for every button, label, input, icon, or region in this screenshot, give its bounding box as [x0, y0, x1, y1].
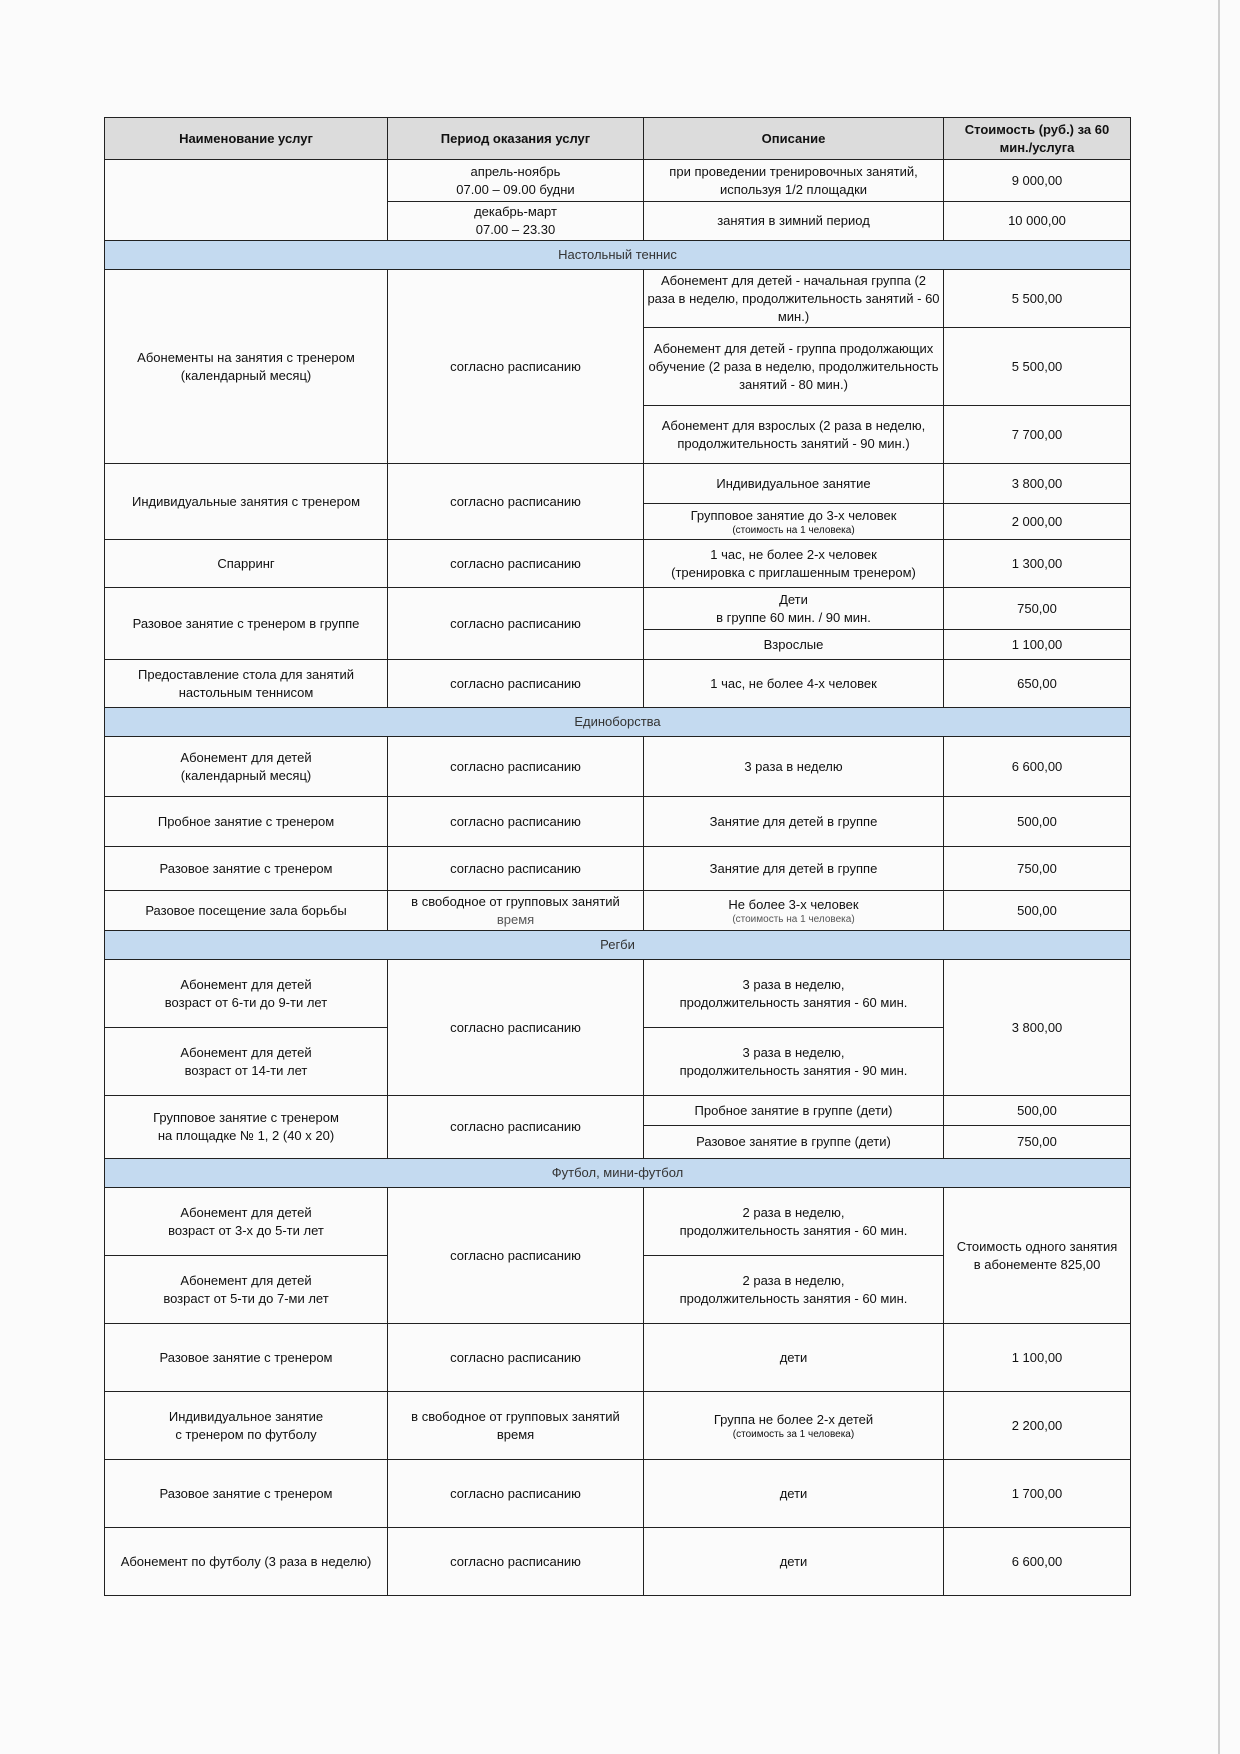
section-row [105, 931, 1131, 960]
service-line: Абонемент для детей [180, 1044, 312, 1060]
desc-line: продолжительность занятия - 90 мин. [679, 1062, 908, 1078]
table-row [105, 737, 1131, 797]
section-row [105, 241, 1131, 270]
price-cell: 7 700,00 [944, 406, 1131, 464]
service-line: Индивидуальное занятие [168, 1408, 324, 1424]
desc-cell: Занятие для детей в группе [644, 847, 944, 891]
service-line: возраст от 14-ти лет [184, 1062, 308, 1078]
period-cell: согласно расписанию [388, 270, 644, 464]
period-cell: согласно расписанию [388, 847, 644, 891]
price-cell: 10 000,00 [944, 202, 1131, 241]
header-period: Период оказания услуг [388, 118, 644, 160]
desc-line: Дети [779, 591, 808, 607]
price-cell [944, 1188, 1131, 1324]
desc-cell: Индивидуальное занятие [644, 464, 944, 504]
desc-line: продолжительность занятия - 60 мин. [679, 1290, 908, 1306]
service-line: Абонемент для детей [180, 1272, 312, 1288]
price-cell: 9 000,00 [944, 160, 1131, 202]
table-row [105, 540, 1131, 588]
service-cell: Индивидуальные занятия с тренером [105, 464, 388, 540]
price-cell: 2 000,00 [944, 504, 1131, 540]
period-cell [388, 160, 644, 202]
desc-line: Группа не более 2-х детей [713, 1411, 874, 1427]
desc-cell [644, 1188, 944, 1256]
price-cell: 1 100,00 [944, 630, 1131, 660]
table-row [105, 1096, 1131, 1126]
table-row [105, 270, 1131, 328]
table-row [105, 160, 1131, 202]
service-cell [105, 960, 388, 1028]
service-cell [105, 737, 388, 797]
price-line: в абонементе 825,00 [973, 1256, 1101, 1272]
service-cell [105, 1028, 388, 1096]
period-cell: согласно расписанию [388, 1096, 644, 1159]
desc-cell: 3 раза в неделю [644, 737, 944, 797]
price-cell: 2 200,00 [944, 1392, 1131, 1460]
table-row [105, 588, 1131, 630]
period-cell: согласно расписанию [388, 464, 644, 540]
page-edge [1218, 0, 1220, 1754]
price-cell: 750,00 [944, 1126, 1131, 1159]
price-cell: 500,00 [944, 1096, 1131, 1126]
desc-note: (стоимость за 1 человека) [732, 1428, 855, 1440]
table-row [105, 1324, 1131, 1392]
service-cell [105, 1096, 388, 1159]
desc-line: 2 раза в неделю, [742, 1204, 845, 1220]
price-cell: 5 500,00 [944, 328, 1131, 406]
empty-cell [105, 160, 388, 241]
table-row [105, 960, 1131, 1028]
service-cell: Предоставление стола для занятий настольным теннисом [105, 660, 388, 708]
table-row [105, 1188, 1131, 1256]
period-line: декабрь-март [474, 204, 557, 219]
service-cell [105, 1256, 388, 1324]
desc-cell: при проведении тренировочных занятий, используя 1/2 площадки [644, 160, 944, 202]
table-row [105, 1392, 1131, 1460]
desc-line: 2 раза в неделю, [742, 1272, 845, 1288]
service-cell: Разовое занятие с тренером [105, 1460, 388, 1528]
service-cell: Разовое занятие с тренером [105, 847, 388, 891]
desc-cell [644, 504, 944, 540]
service-cell: Абонемент по футболу (3 раза в неделю) [105, 1528, 388, 1596]
section-row [105, 1159, 1131, 1188]
period-line: в свободное от групповых занятий [411, 1408, 620, 1424]
period-line: время [496, 1426, 535, 1442]
period-line: апрель-ноябрь [470, 163, 561, 179]
price-table [104, 117, 1131, 1596]
price-cell: 1 700,00 [944, 1460, 1131, 1528]
period-cell: согласно расписанию [388, 797, 644, 847]
desc-cell: дети [644, 1324, 944, 1392]
price-cell: 3 800,00 [944, 464, 1131, 504]
price-cell: 750,00 [944, 847, 1131, 891]
header-description: Описание [644, 118, 944, 160]
price-cell: 6 600,00 [944, 737, 1131, 797]
service-line: возраст от 3-х до 5-ти лет [168, 1222, 324, 1238]
desc-cell: Абонемент для детей - начальная группа (2 раза в неделю, продолжительность занятий - 60 мин.) [644, 270, 944, 328]
desc-cell [644, 540, 944, 588]
price-cell: 750,00 [944, 588, 1131, 630]
desc-cell [644, 1256, 944, 1324]
section-rugby: Регби [105, 931, 1131, 960]
price-cell: 500,00 [944, 891, 1131, 931]
section-football: Футбол, мини-футбол [105, 1159, 1131, 1188]
desc-note: (стоимость на 1 человека) [732, 524, 855, 536]
period-cell: согласно расписанию [388, 1324, 644, 1392]
desc-cell: Абонемент для взрослых (2 раза в неделю, продолжительность занятий - 90 мин.) [644, 406, 944, 464]
service-line: (календарный месяц) [180, 767, 312, 783]
header-service: Наименование услуг [105, 118, 388, 160]
service-cell [105, 1392, 388, 1460]
header-price: Стоимость (руб.) за 60 мин./услуга [944, 118, 1131, 160]
desc-cell: Абонемент для детей - группа продолжающих обучение (2 раза в неделю, продолжительность занятий - 80 мин.) [644, 328, 944, 406]
table-row [105, 891, 1131, 931]
period-cell: согласно расписанию [388, 1188, 644, 1324]
service-line: возраст от 6-ти до 9-ти лет [164, 994, 328, 1010]
period-cell [388, 1392, 644, 1460]
header-row [105, 118, 1131, 160]
section-row [105, 708, 1131, 737]
table-row [105, 1460, 1131, 1528]
period-cell: согласно расписанию [388, 1528, 644, 1596]
period-cell: согласно расписанию [388, 960, 644, 1096]
service-cell: Абонементы на занятия с тренером (календарный месяц) [105, 270, 388, 464]
service-line: на площадке № 1, 2 (40 х 20) [157, 1128, 335, 1143]
period-cell: согласно расписанию [388, 588, 644, 660]
price-cell: 500,00 [944, 797, 1131, 847]
period-line: в свободное от групповых занятий [411, 893, 620, 909]
service-cell: Разовое занятие с тренером [105, 1324, 388, 1392]
service-line: возраст от 5-ти до 7-ми лет [163, 1290, 329, 1306]
desc-line: Не более 3-х человек [728, 896, 859, 912]
desc-line: в группе 60 мин. / 90 мин. [716, 609, 871, 625]
service-line: Абонемент для детей [180, 1204, 312, 1220]
period-cell: согласно расписанию [388, 1460, 644, 1528]
service-line: Абонемент для детей [180, 749, 312, 765]
desc-line: 1 час, не более 2-х человек [710, 546, 877, 562]
section-martial-arts: Единоборства [105, 708, 1131, 737]
service-line: Абонемент для детей [180, 976, 312, 992]
section-table-tennis: Настольный теннис [105, 241, 1131, 270]
price-cell: 1 300,00 [944, 540, 1131, 588]
period-cell [388, 202, 644, 241]
desc-cell: Занятие для детей в группе [644, 797, 944, 847]
desc-cell: дети [644, 1460, 944, 1528]
desc-cell [644, 960, 944, 1028]
desc-cell: Взрослые [644, 630, 944, 660]
desc-cell: Пробное занятие в группе (дети) [644, 1096, 944, 1126]
price-cell: 5 500,00 [944, 270, 1131, 328]
table-row [105, 1528, 1131, 1596]
table-row [105, 464, 1131, 504]
price-line: Стоимость одного занятия [956, 1238, 1118, 1254]
price-cell: 1 100,00 [944, 1324, 1131, 1392]
desc-line: (тренировка с приглашенным тренером) [671, 564, 916, 580]
desc-cell: дети [644, 1528, 944, 1596]
desc-cell: занятия в зимний период [644, 202, 944, 241]
period-cell: согласно расписанию [388, 737, 644, 797]
service-cell: Разовое занятие с тренером в группе [105, 588, 388, 660]
period-cell [388, 891, 644, 931]
desc-line: Групповое занятие до 3-х человек [690, 507, 897, 523]
service-cell [105, 1188, 388, 1256]
period-cell: согласно расписанию [388, 660, 644, 708]
period-cell: согласно расписанию [388, 540, 644, 588]
desc-line: продолжительность занятия - 60 мин. [679, 1222, 908, 1238]
desc-cell [644, 1028, 944, 1096]
service-line: Групповое занятие с тренером [153, 1110, 339, 1125]
desc-line: 3 раза в неделю, [742, 1044, 845, 1060]
desc-cell [644, 588, 944, 630]
price-cell: 650,00 [944, 660, 1131, 708]
service-cell: Пробное занятие с тренером [105, 797, 388, 847]
table-row [105, 847, 1131, 891]
period-line: 07.00 – 09.00 будни [456, 181, 575, 197]
desc-line: 3 раза в неделю, [742, 976, 845, 992]
service-cell: Разовое посещение зала борьбы [105, 891, 388, 931]
table-row [105, 660, 1131, 708]
desc-line: продолжительность занятия - 60 мин. [679, 994, 908, 1010]
service-line: с тренером по футболу [175, 1426, 317, 1442]
period-line: время [496, 911, 535, 927]
desc-cell: Разовое занятие в группе (дети) [644, 1126, 944, 1159]
service-cell: Спарринг [105, 540, 388, 588]
period-line: 07.00 – 23.30 [475, 222, 556, 237]
desc-note: (стоимость на 1 человека) [732, 913, 855, 925]
price-cell: 3 800,00 [944, 960, 1131, 1096]
table-row [105, 797, 1131, 847]
desc-cell [644, 1392, 944, 1460]
desc-cell [644, 891, 944, 931]
price-cell: 6 600,00 [944, 1528, 1131, 1596]
desc-cell: 1 час, не более 4-х человек [644, 660, 944, 708]
